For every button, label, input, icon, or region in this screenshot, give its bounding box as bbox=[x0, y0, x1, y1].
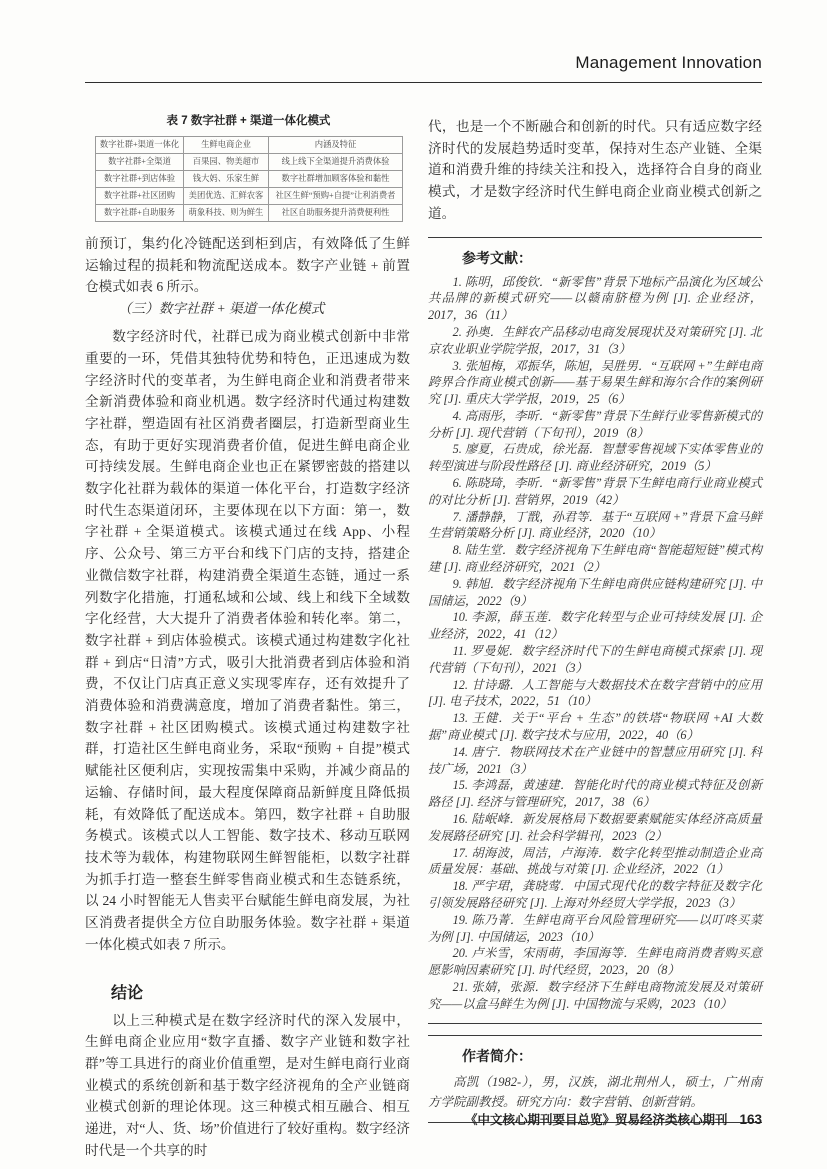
table-cell-mode: 数字社群+自助服务 bbox=[96, 205, 184, 222]
page-footer bbox=[465, 1110, 762, 1128]
subsection-heading: （三）数字社群 + 渠道一体化模式 bbox=[118, 301, 325, 317]
header-divider bbox=[85, 82, 762, 83]
reference-item: 21. 张婧，张源．数字经济下生鲜电商物流发展及对策研究——以盒马鲜生为例 [J]. 中国物流与采购，2023（10） bbox=[428, 979, 762, 1011]
running-head: Management Innovation bbox=[575, 53, 762, 72]
reference-item: 2. 孙奥．生鲜农产品移动电商发展现状及对策研究 [J]. 北京农业职业学院学报，2017，31（3） bbox=[428, 324, 762, 356]
page-number: 163 bbox=[739, 1112, 762, 1127]
reference-item: 5. 廖夏，石贵成，徐光磊．智慧零售视域下实体零售业的转型演进与阶段性路径 [J]. 商业经济研究，2019（5） bbox=[428, 442, 762, 474]
table-row bbox=[96, 154, 403, 171]
author-heading: 作者简介： bbox=[462, 1047, 532, 1064]
table-cell-company: 钱大妈、乐家生鲜 bbox=[184, 171, 269, 188]
table-cell-feature: 线上线下全渠道提升消费体验 bbox=[269, 154, 403, 171]
body-paragraph: 数字经济时代，社群已成为商业模式创新中非常重要的一环，凭借其独特优势和特色，正迅速成为数字经济时代的变革者，为生鲜电商企业和消费者带来全新消费体验和商业机遇。数字经济时代通过构建数字社群，塑造固有社区消费者圈层，打造新型商业生态，有助于更好实现消费者价值，促进生鲜电商企业可持续发展。生鲜电商企业也正在紧锣密鼓的搭建以数字化社群为载体的渠道一体化平台，打造数字经济时代生态渠道闭环，主要体现在以下方面：第一，数字社群 + 全渠道模式。该模式通过在线 App、小程序、公众号、第三方平台和线下门店的支持，搭建企业微信数字社群，构建消费全渠道生态链，通过一系列数字化措施，打通私域和公域、线上和线下全域数字化经营，大大提升了消费者体验和转化率。第二，数字社群 + 到店体验模式。该模式通过构建数字化社群 + 到店“日清”方式，吸引大批消费者到店体验和消费，不仅让门店真正意义实现零库存，还有效提升了消费体验和消费满意度，增加了消费者黏性。第三，数字社群 + 社区团购模式。该模式通过构建数字社群，打造社区生鲜电商业务，采取“预购 + 自提”模式赋能社区便利店，实现按需集中采购，并减少商品的运输、存储时间，最大程度保障商品新鲜度且降低损耗，有效降低了配送成本。第四，数字社群 + 自助服务模式。该模式以人工智能、数字技术、移动互联网技术等为载体，构建物联网生鲜智能柜，以数字社群为抓手打造一整套生鲜零售商业模式和生态链系统，以 24 小时智能无人售卖平台赋能生鲜电商发展，为社区消费者提供全方位自助服务体验。数字社群 + 渠道一体化模式如表 7 所示。 bbox=[85, 329, 410, 952]
reference-item: 9. 韩旭．数字经济视角下生鲜电商供应链构建研究 [J]. 中国储运，2022（9） bbox=[428, 576, 762, 608]
reference-item: 16. 陆岷峰．新发展格局下数据要素赋能实体经济高质量发展路径研究 [J]. 社会科学辑刊，2023（2） bbox=[428, 812, 762, 843]
table-header-cell: 生鲜电商企业 bbox=[184, 137, 269, 154]
references-top-divider bbox=[428, 237, 762, 238]
table-cell-feature: 数字社群增加顾客体验和黏性 bbox=[269, 171, 403, 188]
references-list bbox=[428, 274, 762, 1013]
references-bottom-divider-2 bbox=[428, 1035, 762, 1036]
table-header-row bbox=[96, 137, 403, 154]
table-row bbox=[96, 188, 403, 205]
table-cell-feature: 社区生鲜“预购+自提”让利消费者 bbox=[269, 188, 403, 205]
table-cell-company: 百果园、物美超市 bbox=[184, 154, 269, 171]
reference-item: 20. 卢米雪，宋雨萌，李国海等．生鲜电商消费者购买意愿影响因素研究 [J]. 时代经贸，2023，20（8） bbox=[428, 946, 762, 978]
conclusion-heading: 结论 bbox=[111, 984, 144, 1002]
table-caption: 表 7 数字社群 + 渠道一体化模式 bbox=[166, 115, 331, 127]
paragraph-continued-right: 代，也是一个不断融合和创新的时代。只有适应数字经济时代的发展趋势适时变革，保持对生态产业链、全渠道和消费升维的持续关注和投入，选择符合自身的商业模式，才是数字经济时代生鲜电商企业商业模式创新之道。 bbox=[428, 119, 762, 221]
reference-item: 14. 唐宁．物联网技术在产业链中的智慧应用研究 [J]. 科技广场，2021（3） bbox=[428, 744, 762, 776]
reference-item: 8. 陆生堂．数字经济视角下生鲜电商“智能超短链”模式构建 [J]. 商业经济研究，2021（2） bbox=[428, 543, 762, 575]
reference-item: 3. 张旭梅，邓振华，陈旭，吴胜男．“互联网 +”生鲜电商跨界合作商业模式创新——基于易果生鲜和海尔合作的案例研究 [J]. 重庆大学学报，2019，25（6） bbox=[428, 358, 762, 407]
table-cell-feature: 社区自助服务提升消费便利性 bbox=[269, 205, 403, 222]
table-cell-company: 萌象科技、则为鲜生 bbox=[184, 205, 269, 222]
table-header-cell: 数字社群+渠道一体化 bbox=[96, 137, 184, 154]
reference-item: 19. 陈乃菁．生鲜电商平台风险管理研究——以叮咚买菜为例 [J]. 中国储运，2023（10） bbox=[428, 912, 762, 944]
table-row bbox=[96, 171, 403, 188]
reference-item: 17. 胡海波，周洁，卢海涛．数字化转型推动制造企业高质量发展：基础、挑战与对策 [J]. 企业经济，2022（1） bbox=[428, 845, 762, 877]
table-body bbox=[96, 154, 403, 222]
reference-item: 6. 陈晓琦，李昕．“新零售”背景下生鲜电商行业商业模式的对比分析 [J]. 营销界，2019（42） bbox=[428, 476, 762, 507]
table-row bbox=[96, 205, 403, 222]
reference-item: 4. 高雨彤，李昕．“新零售”背景下生鲜行业零售新模式的分析 [J]. 现代营销（下旬刊），2019（8） bbox=[428, 408, 762, 440]
reference-item: 11. 罗曼妮．数字经济时代下的生鲜电商模式探索 [J]. 现代营销（下旬刊），2021（3） bbox=[428, 644, 762, 675]
left-column bbox=[85, 104, 410, 1161]
table-header-cell: 内涵及特征 bbox=[269, 137, 403, 154]
author-bio: 高凯（1982-），男，汉族，湖北荆州人，硕士，广州南方学院副教授。研究方向：数字营销、创新营销。 bbox=[428, 1074, 762, 1109]
table-cell-mode: 数字社群+全渠道 bbox=[96, 154, 184, 171]
references-bottom-divider-1 bbox=[428, 1023, 762, 1024]
reference-item: 12. 甘诗璐．人工智能与大数据技术在数字营销中的应用 [J]. 电子技术，2022，51（10） bbox=[428, 677, 762, 709]
table-cell-mode: 数字社群+到店体验 bbox=[96, 171, 184, 188]
table-cell-mode: 数字社群+社区团购 bbox=[96, 188, 184, 205]
reference-item: 18. 严宇珺，龚晓莺．中国式现代化的数字特征及数字化引领发展路径研究 [J]. 上海对外经贸大学学报，2023（3） bbox=[428, 879, 762, 910]
reference-item: 13. 王健．关于“平台 + 生态”的铁塔“物联网 +AI 大数据”商业模式 [J]. 数字技术与应用，2022，40（6） bbox=[428, 711, 762, 743]
references-heading: 参考文献： bbox=[462, 249, 532, 266]
reference-item: 15. 李鸿磊，黄速建．智能化时代的商业模式特征及创新路径 [J]. 经济与管理研究，2017，38（6） bbox=[428, 778, 762, 810]
paragraph-continued: 前预订，集约化冷链配送到柜到店，有效降低了生鲜运输过程的损耗和物流配送成本。数字产业链 + 前置仓模式如表 6 所示。 bbox=[85, 236, 410, 295]
conclusion-paragraph: 以上三种模式是在数字经济时代的深入发展中，生鲜电商企业应用“数字直播、数字产业链和数字社群”等工具进行的商业价值重塑，是对生鲜电商行业商业模式的系统创新和基于数字经济视角的全产业链商业模式创新的理论体现。这三种模式相互融合、相互递进，对“人、货、场”价值进行了较好重构。数字经济时代是一个共享的时 bbox=[85, 1012, 410, 1158]
table-cell-company: 美团优选、汇鲜农客 bbox=[184, 188, 269, 205]
mode-table bbox=[95, 136, 403, 222]
reference-item: 1. 陈明，邱俊钦．“新零售”背景下地标产品演化为区域公共品牌的新模式研究——以赣南脐橙为例 [J]. 企业经济，2017，36（11） bbox=[428, 274, 762, 323]
journal-note: 《中文核心期刊要目总览》贸易经济类核心期刊 bbox=[464, 1113, 728, 1127]
reference-item: 7. 潘静静，丁戬，孙君等．基于“互联网 +”背景下盒马鲜生营销策略分析 [J]. 商业经济，2020（10） bbox=[428, 509, 762, 541]
right-column bbox=[428, 108, 762, 1123]
reference-item: 10. 李源，薛玉莲．数字化转型与企业可持续发展 [J]. 企业经济，2022，41（12） bbox=[428, 610, 762, 642]
